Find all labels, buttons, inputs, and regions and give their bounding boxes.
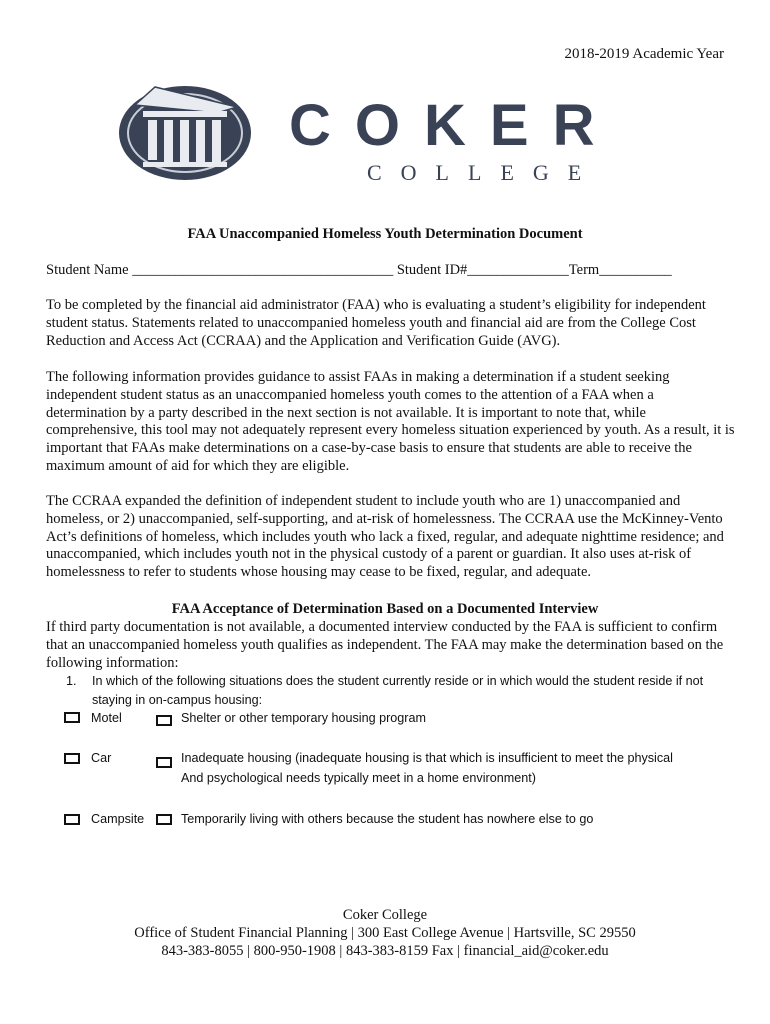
motel-label: Motel <box>91 711 122 725</box>
logo-subtitle: COLLEGE <box>367 160 601 185</box>
student-name-field[interactable]: ____________________________________ <box>132 262 394 278</box>
section-heading: FAA Acceptance of Determination Based on a Documented Interview <box>171 601 599 617</box>
inadequate-housing-label-line2: And psychological needs typically meet in a home environment) <box>181 771 536 785</box>
building-emblem-icon <box>117 83 662 193</box>
academic-year: 2018-2019 Academic Year <box>564 46 724 62</box>
car-checkbox[interactable] <box>64 753 80 764</box>
inadequate-housing-label-line1: Inadequate housing (inadequate housing is that which is insufficient to meet the physical <box>181 751 673 765</box>
car-label: Car <box>91 751 112 765</box>
student-info-line <box>46 262 736 279</box>
ccraa-paragraph: The CCRAA expanded the definition of independent student to include youth who are 1) unaccompanied and homeless, or 2) unaccompanied, self-supporting, and at-risk of homelessness. The CCRAA use the McKinney-Vento Act’s definitions of homeless, which includes youth who lack a fixed, regular, and adequate nighttime residence; and unaccompanied, which includes youth not in the physical custody of a parent or guardian. It also uses at-risk of homelessness to refer to students whose housing may cease to be fixed, regular, and adequate. <box>46 493 724 581</box>
living-with-others-label: Temporarily living with others because the student has nowhere else to go <box>181 812 594 826</box>
shelter-label: Shelter or other temporary housing program <box>181 711 427 725</box>
document-title: FAA Unaccompanied Homeless Youth Determination Document <box>187 226 583 242</box>
student-name-label: Student Name <box>46 262 129 278</box>
intro-paragraph: To be completed by the financial aid administrator (FAA) who is evaluating a student’s eligibility for independent student status. Statements related to unaccompanied homeless youth and financial aid are from the College Cost Reduction and Access Act (CCRAA) and the Application and Verification Guide (AVG). <box>46 297 706 349</box>
student-id-label: Student ID# <box>396 262 468 278</box>
student-id-field[interactable]: ______________ <box>467 262 569 278</box>
question-number: 1. <box>66 674 77 688</box>
question-text: In which of the following situations does the student currently reside or in which would the student reside if not staying in on-campus housing: <box>92 674 704 707</box>
logo-wordmark: COKER <box>289 93 619 158</box>
motel-checkbox[interactable] <box>64 712 80 723</box>
term-label: Term <box>568 262 600 278</box>
footer <box>0 906 770 960</box>
campsite-label: Campsite <box>91 812 145 826</box>
footer-contact: 843-383-8055 | 800-950-1908 | 843-383-8159 Fax | financial_aid@coker.edu <box>161 943 609 959</box>
section-intro: If third party documentation is not available, a documented interview conducted by the FAA is sufficient to confirm that an unaccompanied homeless youth qualifies as independent. The FAA may make the determination based on the following information: <box>46 619 724 671</box>
coker-college-logo <box>117 83 662 193</box>
guidance-paragraph: The following information provides guidance to assist FAAs in making a determination if a student seeking independent student status as an unaccompanied homeless youth comes to the attention of a FAA when a determination by a party described in the next section is not available. It is important to note that, while comprehensive, this tool may not adequately represent every homeless situation experienced by youth. As a result, it is important that FAAs make determinations on a case-by-case basis to ensure that students are able to receive the maximum amount of aid for which they are eligible. <box>46 369 735 474</box>
term-field[interactable]: __________ <box>599 262 672 278</box>
shelter-checkbox[interactable] <box>156 715 172 726</box>
living-with-others-checkbox[interactable] <box>156 814 172 825</box>
campsite-checkbox[interactable] <box>64 814 80 825</box>
footer-address: Office of Student Financial Planning | 300 East College Avenue | Hartsville, SC 29550 <box>134 925 636 941</box>
inadequate-housing-checkbox[interactable] <box>156 757 172 768</box>
footer-college-name: Coker College <box>342 907 428 923</box>
